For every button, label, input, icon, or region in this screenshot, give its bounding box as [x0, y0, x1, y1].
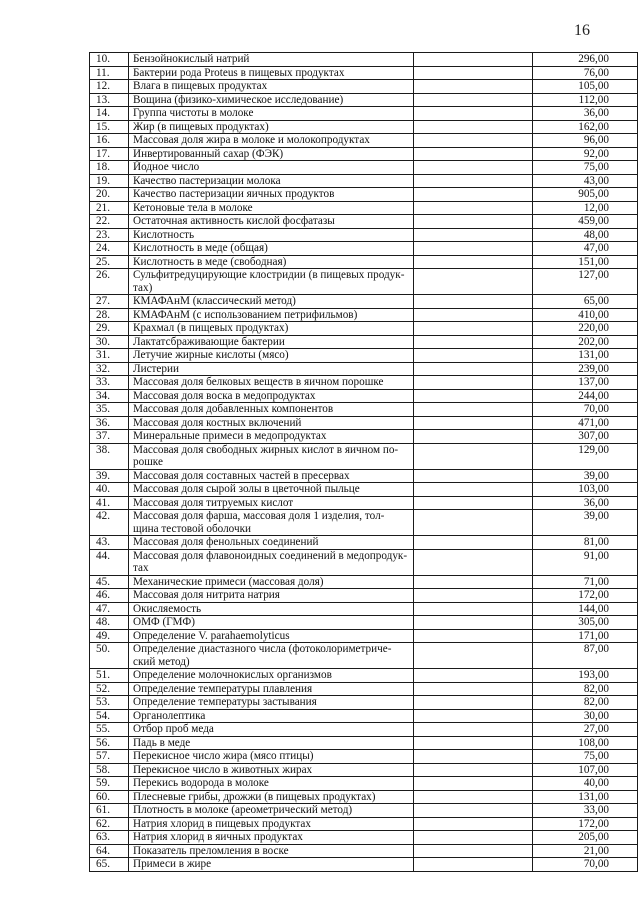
empty-cell: [414, 174, 533, 188]
empty-cell: [414, 161, 533, 175]
service-name: Массовая доля белковых веществ в яичном порошке: [129, 376, 414, 390]
empty-cell: [414, 469, 533, 483]
row-number: 17.: [90, 147, 129, 161]
empty-cell: [414, 322, 533, 336]
service-name: Группа чистоты в молоке: [129, 107, 414, 121]
table-row: [90, 349, 638, 363]
row-number: 45.: [90, 575, 129, 589]
service-price: 307,00: [533, 430, 638, 444]
table-row: [90, 616, 638, 630]
service-name: Инвертированный сахар (ФЭК): [129, 147, 414, 161]
service-price: 131,00: [533, 790, 638, 804]
row-number: 62.: [90, 817, 129, 831]
table-row: [90, 831, 638, 845]
row-number: 12.: [90, 80, 129, 94]
empty-cell: [414, 643, 533, 669]
service-name: КМАФАнМ (классический метод): [129, 295, 414, 309]
table-row: [90, 93, 638, 107]
empty-cell: [414, 831, 533, 845]
empty-cell: [414, 120, 533, 134]
service-name: Показатель преломления в воске: [129, 844, 414, 858]
service-name: Бактерии рода Proteus в пищевых продуктах: [129, 66, 414, 80]
row-number: 48.: [90, 616, 129, 630]
service-price: 296,00: [533, 53, 638, 67]
service-price: 21,00: [533, 844, 638, 858]
row-number: 34.: [90, 389, 129, 403]
table-row: [90, 335, 638, 349]
service-price: 107,00: [533, 763, 638, 777]
service-name: Механические примеси (массовая доля): [129, 575, 414, 589]
service-name: Кетоновые тела в молоке: [129, 201, 414, 215]
service-name: Влага в пищевых продуктах: [129, 80, 414, 94]
table-row: [90, 403, 638, 417]
row-number: 18.: [90, 161, 129, 175]
empty-cell: [414, 510, 533, 536]
service-price: 33,00: [533, 804, 638, 818]
table-row: [90, 549, 638, 575]
empty-cell: [414, 389, 533, 403]
service-name: Плесневые грибы, дрожжи (в пищевых продуктах): [129, 790, 414, 804]
empty-cell: [414, 858, 533, 872]
empty-cell: [414, 242, 533, 256]
service-name: Массовая доля свободных жирных кислот в яичном по-рошке: [129, 443, 414, 469]
empty-cell: [414, 844, 533, 858]
row-number: 49.: [90, 629, 129, 643]
service-price: 75,00: [533, 161, 638, 175]
service-price: 43,00: [533, 174, 638, 188]
service-name: Крахмал (в пищевых продуктах): [129, 322, 414, 336]
service-name: Минеральные примеси в медопродуктах: [129, 430, 414, 444]
row-number: 57.: [90, 750, 129, 764]
table-row: [90, 120, 638, 134]
empty-cell: [414, 589, 533, 603]
service-price: 71,00: [533, 575, 638, 589]
empty-cell: [414, 777, 533, 791]
row-number: 40.: [90, 483, 129, 497]
service-name: Перекисное число жира (мясо птицы): [129, 750, 414, 764]
empty-cell: [414, 817, 533, 831]
table-row: [90, 389, 638, 403]
empty-cell: [414, 483, 533, 497]
service-name: Качество пастеризации молока: [129, 174, 414, 188]
service-price: 92,00: [533, 147, 638, 161]
empty-cell: [414, 790, 533, 804]
table-row: [90, 201, 638, 215]
empty-cell: [414, 255, 533, 269]
table-row: [90, 817, 638, 831]
service-name: Перекисное число в животных жирах: [129, 763, 414, 777]
empty-cell: [414, 602, 533, 616]
service-price: 239,00: [533, 362, 638, 376]
table-row: [90, 629, 638, 643]
service-price: 162,00: [533, 120, 638, 134]
empty-cell: [414, 93, 533, 107]
row-number: 19.: [90, 174, 129, 188]
table-row: [90, 496, 638, 510]
table-row: [90, 858, 638, 872]
row-number: 42.: [90, 510, 129, 536]
empty-cell: [414, 80, 533, 94]
table-row: [90, 682, 638, 696]
service-name: Натрия хлорид в яичных продуктах: [129, 831, 414, 845]
service-price: 410,00: [533, 308, 638, 322]
service-price: 105,00: [533, 80, 638, 94]
service-name: Листерии: [129, 362, 414, 376]
table-row: [90, 188, 638, 202]
table-row: [90, 696, 638, 710]
table-row: [90, 736, 638, 750]
service-name: Отбор проб меда: [129, 723, 414, 737]
table-row: [90, 602, 638, 616]
table-row: [90, 228, 638, 242]
row-number: 38.: [90, 443, 129, 469]
service-price: 47,00: [533, 242, 638, 256]
service-price: 81,00: [533, 536, 638, 550]
empty-cell: [414, 308, 533, 322]
service-name: Массовая доля составных частей в пресервах: [129, 469, 414, 483]
service-price: 36,00: [533, 496, 638, 510]
row-number: 11.: [90, 66, 129, 80]
service-price: 96,00: [533, 134, 638, 148]
service-price: 137,00: [533, 376, 638, 390]
empty-cell: [414, 709, 533, 723]
empty-cell: [414, 349, 533, 363]
row-number: 58.: [90, 763, 129, 777]
service-price: 205,00: [533, 831, 638, 845]
table-row: [90, 242, 638, 256]
service-name: Лактатсбраживающие бактерии: [129, 335, 414, 349]
service-price: 76,00: [533, 66, 638, 80]
row-number: 50.: [90, 643, 129, 669]
row-number: 46.: [90, 589, 129, 603]
row-number: 53.: [90, 696, 129, 710]
empty-cell: [414, 403, 533, 417]
row-number: 28.: [90, 308, 129, 322]
table-row: [90, 723, 638, 737]
row-number: 30.: [90, 335, 129, 349]
empty-cell: [414, 669, 533, 683]
service-name: Кислотность: [129, 228, 414, 242]
service-name: Йодное число: [129, 161, 414, 175]
row-number: 52.: [90, 682, 129, 696]
row-number: 54.: [90, 709, 129, 723]
table-row: [90, 376, 638, 390]
service-price: 87,00: [533, 643, 638, 669]
service-name: Массовая доля костных включений: [129, 416, 414, 430]
row-number: 43.: [90, 536, 129, 550]
empty-cell: [414, 66, 533, 80]
service-price: 40,00: [533, 777, 638, 791]
empty-cell: [414, 430, 533, 444]
table-row: [90, 443, 638, 469]
service-price: 112,00: [533, 93, 638, 107]
row-number: 64.: [90, 844, 129, 858]
table-row: [90, 589, 638, 603]
empty-cell: [414, 147, 533, 161]
service-price: 202,00: [533, 335, 638, 349]
row-number: 41.: [90, 496, 129, 510]
table-row: [90, 469, 638, 483]
service-name: Примеси в жире: [129, 858, 414, 872]
table-row: [90, 174, 638, 188]
table-row: [90, 295, 638, 309]
service-name: Качество пастеризации яичных продуктов: [129, 188, 414, 202]
service-price: 129,00: [533, 443, 638, 469]
service-name: Массовая доля фарша, массовая доля 1 изделия, тол-щина тестовой оболочки: [129, 510, 414, 536]
empty-cell: [414, 215, 533, 229]
service-name: КМАФАнМ (с использованием петрифильмов): [129, 308, 414, 322]
service-price: 193,00: [533, 669, 638, 683]
service-price: 244,00: [533, 389, 638, 403]
service-price: 70,00: [533, 403, 638, 417]
service-name: Падь в меде: [129, 736, 414, 750]
empty-cell: [414, 335, 533, 349]
row-number: 63.: [90, 831, 129, 845]
service-price: 12,00: [533, 201, 638, 215]
service-price: 144,00: [533, 602, 638, 616]
empty-cell: [414, 804, 533, 818]
row-number: 65.: [90, 858, 129, 872]
table-row: [90, 269, 638, 295]
row-number: 33.: [90, 376, 129, 390]
table-row: [90, 575, 638, 589]
service-name: Определение температуры застывания: [129, 696, 414, 710]
table-row: [90, 804, 638, 818]
service-price: 171,00: [533, 629, 638, 643]
service-price: 27,00: [533, 723, 638, 737]
empty-cell: [414, 496, 533, 510]
service-price: 82,00: [533, 696, 638, 710]
row-number: 13.: [90, 93, 129, 107]
service-name: Вощина (физико-химическое исследование): [129, 93, 414, 107]
table-row: [90, 107, 638, 121]
service-name: Бензойнокислый натрий: [129, 53, 414, 67]
table-row: [90, 255, 638, 269]
service-name: Массовая доля нитрита натрия: [129, 589, 414, 603]
service-name: Сульфитредуцирующие клостридии (в пищевых продук-тах): [129, 269, 414, 295]
price-table: [89, 52, 638, 872]
row-number: 23.: [90, 228, 129, 242]
table-row: [90, 763, 638, 777]
row-number: 35.: [90, 403, 129, 417]
empty-cell: [414, 629, 533, 643]
empty-cell: [414, 107, 533, 121]
service-name: Остаточная активность кислой фосфатазы: [129, 215, 414, 229]
service-price: 39,00: [533, 469, 638, 483]
service-name: Органолептика: [129, 709, 414, 723]
table-row: [90, 416, 638, 430]
table-row: [90, 844, 638, 858]
empty-cell: [414, 536, 533, 550]
table-row: [90, 669, 638, 683]
service-name: Определение V. parahaemolyticus: [129, 629, 414, 643]
table-row: [90, 430, 638, 444]
service-price: 103,00: [533, 483, 638, 497]
empty-cell: [414, 736, 533, 750]
empty-cell: [414, 134, 533, 148]
service-name: Плотность в молоке (ареометрический метод): [129, 804, 414, 818]
row-number: 37.: [90, 430, 129, 444]
table-row: [90, 483, 638, 497]
empty-cell: [414, 188, 533, 202]
row-number: 20.: [90, 188, 129, 202]
service-price: 905,00: [533, 188, 638, 202]
table-row: [90, 215, 638, 229]
service-price: 65,00: [533, 295, 638, 309]
table-row: [90, 643, 638, 669]
service-price: 172,00: [533, 817, 638, 831]
empty-cell: [414, 201, 533, 215]
empty-cell: [414, 295, 533, 309]
empty-cell: [414, 416, 533, 430]
service-price: 75,00: [533, 750, 638, 764]
service-name: Кислотность в меде (общая): [129, 242, 414, 256]
service-name: Массовая доля добавленных компонентов: [129, 403, 414, 417]
row-number: 55.: [90, 723, 129, 737]
service-price: 36,00: [533, 107, 638, 121]
service-price: 70,00: [533, 858, 638, 872]
service-name: Определение диастазного числа (фотоколориметриче-ский метод): [129, 643, 414, 669]
service-name: Перекись водорода в молоке: [129, 777, 414, 791]
service-price: 305,00: [533, 616, 638, 630]
row-number: 25.: [90, 255, 129, 269]
row-number: 59.: [90, 777, 129, 791]
service-price: 48,00: [533, 228, 638, 242]
empty-cell: [414, 763, 533, 777]
table-row: [90, 790, 638, 804]
service-name: Кислотность в меде (свободная): [129, 255, 414, 269]
service-name: Массовая доля сырой золы в цветочной пыльце: [129, 483, 414, 497]
service-price: 127,00: [533, 269, 638, 295]
page-number: 16: [574, 22, 590, 39]
empty-cell: [414, 269, 533, 295]
table-row: [90, 362, 638, 376]
empty-cell: [414, 616, 533, 630]
price-table-body: [90, 53, 638, 872]
table-row: [90, 308, 638, 322]
table-row: [90, 777, 638, 791]
service-price: 459,00: [533, 215, 638, 229]
table-row: [90, 510, 638, 536]
service-name: Окисляемость: [129, 602, 414, 616]
service-price: 30,00: [533, 709, 638, 723]
table-row: [90, 134, 638, 148]
table-row: [90, 66, 638, 80]
row-number: 51.: [90, 669, 129, 683]
empty-cell: [414, 549, 533, 575]
row-number: 61.: [90, 804, 129, 818]
service-name: Массовая доля фенольных соединений: [129, 536, 414, 550]
service-name: Жир (в пищевых продуктах): [129, 120, 414, 134]
empty-cell: [414, 750, 533, 764]
row-number: 14.: [90, 107, 129, 121]
row-number: 32.: [90, 362, 129, 376]
empty-cell: [414, 723, 533, 737]
service-name: Определение молочнокислых организмов: [129, 669, 414, 683]
empty-cell: [414, 696, 533, 710]
table-row: [90, 536, 638, 550]
row-number: 47.: [90, 602, 129, 616]
service-name: Массовая доля флавоноидных соединений в медопродук-тах: [129, 549, 414, 575]
service-price: 471,00: [533, 416, 638, 430]
service-name: Определение температуры плавления: [129, 682, 414, 696]
row-number: 44.: [90, 549, 129, 575]
table-row: [90, 147, 638, 161]
table-row: [90, 161, 638, 175]
service-name: Массовая доля жира в молоке и молокопродуктах: [129, 134, 414, 148]
service-name: Массовая доля титруемых кислот: [129, 496, 414, 510]
row-number: 60.: [90, 790, 129, 804]
row-number: 26.: [90, 269, 129, 295]
row-number: 24.: [90, 242, 129, 256]
table-row: [90, 53, 638, 67]
empty-cell: [414, 228, 533, 242]
empty-cell: [414, 682, 533, 696]
row-number: 15.: [90, 120, 129, 134]
service-name: ОМФ (ГМФ): [129, 616, 414, 630]
row-number: 21.: [90, 201, 129, 215]
empty-cell: [414, 362, 533, 376]
empty-cell: [414, 376, 533, 390]
empty-cell: [414, 53, 533, 67]
row-number: 39.: [90, 469, 129, 483]
service-price: 172,00: [533, 589, 638, 603]
service-price: 220,00: [533, 322, 638, 336]
row-number: 16.: [90, 134, 129, 148]
row-number: 56.: [90, 736, 129, 750]
row-number: 10.: [90, 53, 129, 67]
service-price: 108,00: [533, 736, 638, 750]
empty-cell: [414, 575, 533, 589]
service-name: Натрия хлорид в пищевых продуктах: [129, 817, 414, 831]
empty-cell: [414, 443, 533, 469]
service-price: 82,00: [533, 682, 638, 696]
service-price: 91,00: [533, 549, 638, 575]
table-row: [90, 80, 638, 94]
service-price: 151,00: [533, 255, 638, 269]
table-row: [90, 750, 638, 764]
table-row: [90, 709, 638, 723]
row-number: 36.: [90, 416, 129, 430]
row-number: 29.: [90, 322, 129, 336]
row-number: 31.: [90, 349, 129, 363]
row-number: 27.: [90, 295, 129, 309]
service-name: Летучие жирные кислоты (мясо): [129, 349, 414, 363]
service-name: Массовая доля воска в медопродуктах: [129, 389, 414, 403]
row-number: 22.: [90, 215, 129, 229]
service-price: 39,00: [533, 510, 638, 536]
service-price: 131,00: [533, 349, 638, 363]
table-row: [90, 322, 638, 336]
